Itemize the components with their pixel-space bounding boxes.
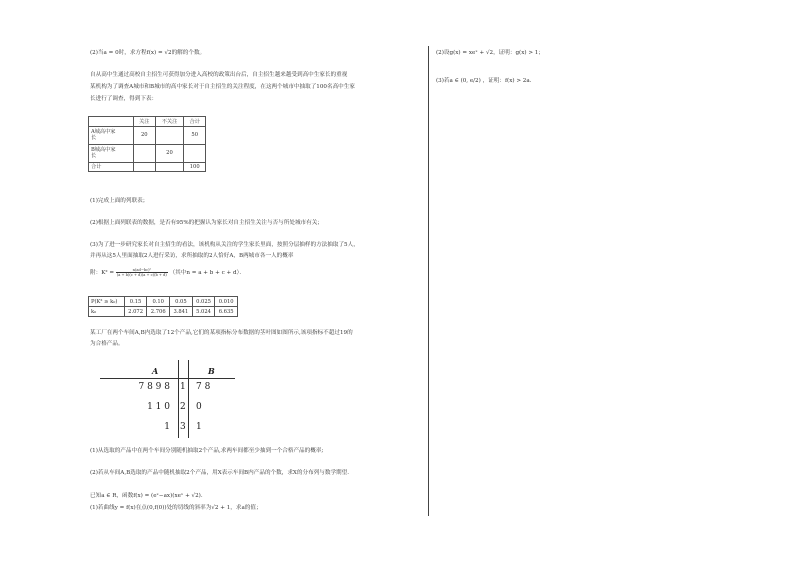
table-row (89, 126, 206, 144)
paragraph-line: 自从高中生通过高校自主招生可获得加分进入高校的政策出台后，自主招生越来越受到高中生家长的重视 (90, 72, 348, 78)
paragraph-line: 某机构为了调查A城市和B城市的高中家长对于自主招生的关注程度，在这两个城市中抽取了100名高中生家 (90, 84, 355, 90)
q3-interval: (0, e/2) (460, 78, 481, 84)
leaf-left: 1 1 0 (147, 402, 170, 412)
stem-header-rule (100, 378, 235, 379)
sub-question-3-line: (3)为了进一步研究家长对自主招生的看法，该机构从关注的学生家长里面，按照分层抽样的方法抽取了5人， (90, 242, 359, 248)
label-line: 长 (91, 135, 97, 141)
table-cell (184, 144, 206, 162)
table-row (89, 307, 238, 317)
question-b: (2)若从车间A,B选取的产品中随机抽取2个产品，用X表示车间B内产品的个数，求X的分布列与数学期望. (90, 470, 350, 476)
stem-value: 2 (180, 402, 186, 412)
right-question-3 (436, 78, 531, 85)
table-cell: 5.024 (192, 307, 215, 317)
sub-question-3-line: 并再从这5人里面抽取2人进行采访，求所抽取的2人恰好A，B两城市各一人的概率 (90, 253, 294, 259)
leaf-right: 1 (196, 422, 202, 432)
table-row-label: k₀ (89, 307, 125, 317)
table-row-label (89, 144, 134, 162)
question-part-2: (2)当a = 0时，求方程f(x) = √2的解的个数。 (90, 50, 206, 56)
label-line: B城高中家 (91, 147, 116, 153)
table-cell: 20 (134, 126, 156, 144)
formula-fraction (116, 268, 168, 277)
table-cell: 6.635 (215, 307, 238, 317)
table-cell: 0.025 (192, 297, 215, 307)
q3-suffix: ，证明：f(x) > 2a. (482, 78, 532, 84)
formula-line (90, 268, 245, 278)
paragraph-line: 为合格产品。 (90, 341, 124, 347)
column-divider (428, 46, 429, 516)
fraction-denominator: (a + b)(c + d)(a + c)(b + d) (116, 273, 167, 277)
question-part-1: (1)若曲线y = f(x)在点(0,f(0))处的切线的斜率为√2 + 1，求a的值； (90, 505, 262, 511)
table-cell: 不关注 (155, 117, 184, 127)
table-cell: 0.05 (170, 297, 193, 307)
critical-value-table (88, 296, 238, 317)
table-cell: 3.841 (170, 307, 193, 317)
sub-question-1: (1)完成上面的列联表； (90, 198, 149, 204)
table-row (89, 144, 206, 162)
function-definition: 已知a ∈ R，函数f(x) = (eˣ−ax)(xeˣ + √2)． (90, 493, 207, 499)
table-cell: 0.10 (147, 297, 170, 307)
label-line: 长 (91, 153, 97, 159)
table-cell: 合计 (184, 117, 206, 127)
label-line: A城高中家 (91, 129, 116, 135)
table-row-label: P(K² ≥ k₀) (89, 297, 125, 307)
group-b-label: B (208, 366, 215, 376)
leaf-right: 7 8 (196, 382, 211, 392)
group-a-label: A (152, 366, 159, 376)
table-row (89, 117, 206, 127)
table-cell: 20 (155, 144, 184, 162)
table-row-label (89, 126, 134, 144)
fraction-numerator: n(ad−bc)² (116, 268, 168, 273)
leaf-right: 0 (196, 402, 202, 412)
table-cell (155, 162, 184, 172)
right-question-2: (2)设g(x) = xeˣ + √2，证明：g(x) > 1； (436, 50, 544, 56)
leaf-left: 1 (164, 422, 170, 432)
table-cell (155, 126, 184, 144)
table-cell (134, 162, 156, 172)
paragraph-line: 长进行了调查，得到下表： (90, 96, 158, 102)
stem-left-rule (178, 360, 179, 438)
table-row (89, 162, 206, 172)
table-cell: 2.706 (147, 307, 170, 317)
table-cell (89, 117, 134, 127)
table-row (89, 297, 238, 307)
table-cell: 100 (184, 162, 206, 172)
table-cell: 0.15 (124, 297, 147, 307)
table-cell (134, 144, 156, 162)
question-a: (1)从选取的产品中在两个车间分别随机抽取2个产品,求两车间都至少抽到一个合格产品的概率; (90, 448, 324, 454)
paragraph-line: 某工厂在两个车间A,B内选取了12个产品,它们的某项指标分布数据的茎叶图如图所示,该项指标不超过19的 (90, 330, 353, 336)
sub-question-2: (2)根据上面列联表的数据，是否有95%的把握认为家长对自主招生关注与否与所处城市有关； (90, 220, 323, 226)
stem-right-rule (188, 360, 189, 438)
formula-suffix: （其中n = a + b + c + d）． (169, 270, 245, 276)
leaf-left: 7 8 9 8 (138, 382, 170, 392)
table-cell: 2.072 (124, 307, 147, 317)
table-row-label: 合计 (89, 162, 134, 172)
table-cell: 0.010 (215, 297, 238, 307)
q3-prefix: (3)若a ∈ (436, 78, 459, 84)
table-cell: 关注 (134, 117, 156, 127)
contingency-table (88, 116, 206, 172)
table-cell: 50 (184, 126, 206, 144)
stem-value: 3 (180, 422, 186, 432)
stem-leaf-plot (100, 360, 240, 440)
stem-value: 1 (180, 382, 186, 392)
formula-prefix: 附：K² = (90, 270, 115, 276)
